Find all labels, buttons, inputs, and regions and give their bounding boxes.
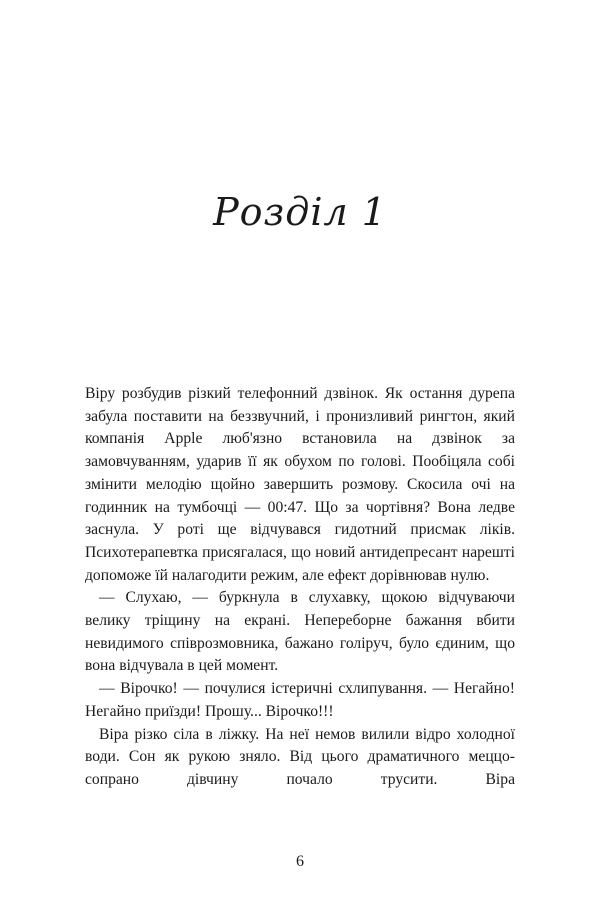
paragraph: — Слухаю, — буркнула в слухавку, щокою відчуваючи велику тріщину на екрані. Непереборне бажання вбити невидимого співрозмовника, бажано голіруч, було єдиним, що вона відчувала в цей момент.: [85, 589, 515, 675]
page-number: 6: [296, 853, 304, 870]
chapter-title: Розділ 1: [213, 190, 387, 234]
paragraph: Віру розбудив різкий телефонний дзвінок. Як остання дурепа забула поставити на беззвучний, і пронизливий рингтон, який компанія Apple люб'язно встановила на дзвінок за замовчуванням, ударив її як обухом по голові. Пообіцяла собі змінити мелодію щойно завершить розмову. Скосила очі на годинник на тумбочці — 00:47. Що за чортівня? Вона ледве заснула. У роті ще відчувався гидотний присмак ліків. Психотерапевтка присягалася, що новий антидепресант нарешті допоможе їй налагодити режим, але ефект дорівнював нулю.: [85, 385, 515, 584]
body-text: [85, 383, 515, 792]
paragraph: Віра різко сіла в ліжку. На неї немов вилили відро холодної води. Сон як рукою зняло. Від цього драматичного меццо-сопрано дівчину почало трусити. Віра: [85, 725, 515, 788]
paragraph: — Вірочко! — почулися істеричні схлипування. — Негайно! Негайно приїзди! Прошу... Вірочко!!!: [85, 680, 515, 720]
